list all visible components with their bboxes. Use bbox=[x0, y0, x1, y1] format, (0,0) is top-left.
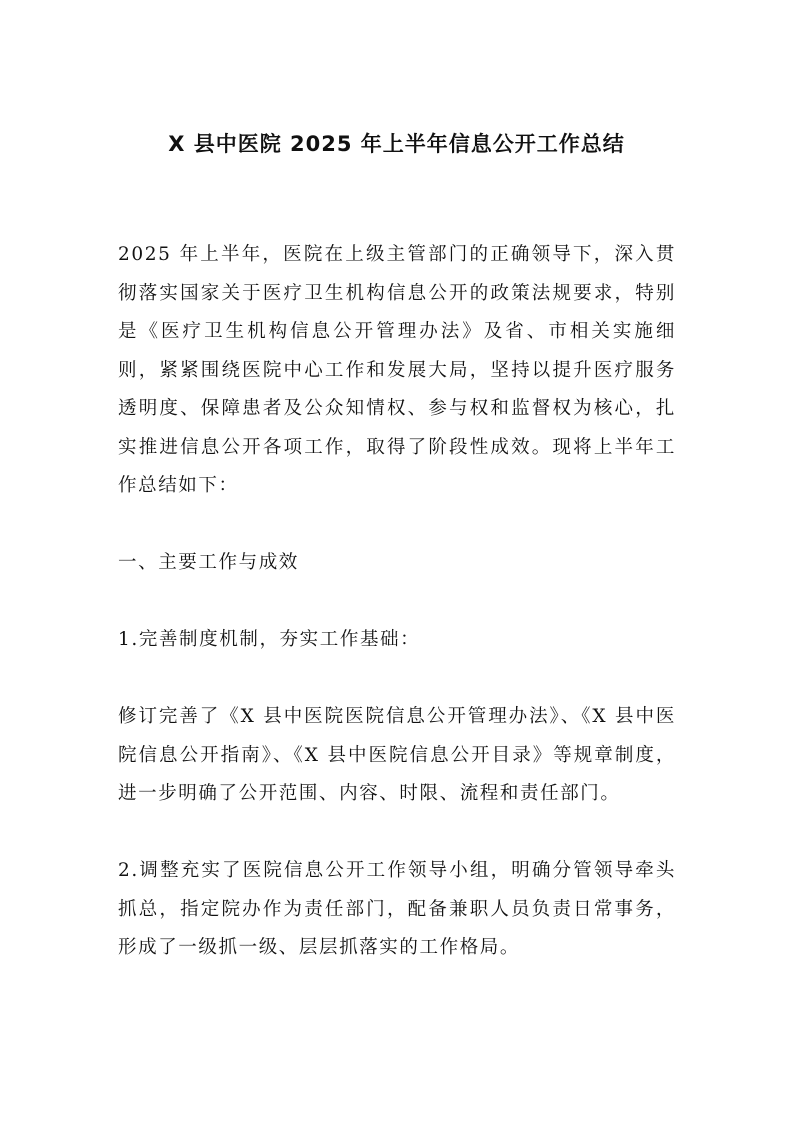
paragraph-spacer bbox=[118, 583, 676, 622]
item-paragraph: 修订完善了《X 县中医院医院信息公开管理办法》、《X 县中医院信息公开指南》、《X 县中医院信息公开目录》等规章制度，进一步明确了公开范围、内容、时限、流程和责任部门。 bbox=[118, 706, 676, 804]
paragraph-spacer bbox=[118, 506, 676, 545]
paragraph-spacer bbox=[118, 660, 676, 699]
item-heading: 1.完善制度机制，夯实工作基础： bbox=[118, 629, 421, 650]
document-body bbox=[118, 236, 676, 968]
item-paragraph: 2.调整充实了医院信息公开工作领导小组，明确分管领导牵头抓总，指定院办作为责任部门，配备兼职人员负责日常事务，形成了一级抓一级、层层抓落实的工作格局。 bbox=[118, 860, 676, 958]
section-heading: 一、主要工作与成效 bbox=[118, 552, 299, 573]
intro-paragraph: 2025 年上半年，医院在上级主管部门的正确领导下，深入贯彻落实国家关于医疗卫生机构信息公开的政策法规要求，特别是《医疗卫生机构信息公开管理办法》及省、市相关实施细则，紧紧围绕医院中心工作和发展大局，坚持以提升医疗服务透明度、保障患者及公众知情权、参与权和监督权为核心，扎实推进信息公开各项工作，取得了阶段性成效。现将上半年工作总结如下： bbox=[118, 244, 676, 496]
document-title: X 县中医院 2025 年上半年信息公开工作总结 bbox=[168, 132, 625, 156]
paragraph-spacer bbox=[118, 814, 676, 853]
